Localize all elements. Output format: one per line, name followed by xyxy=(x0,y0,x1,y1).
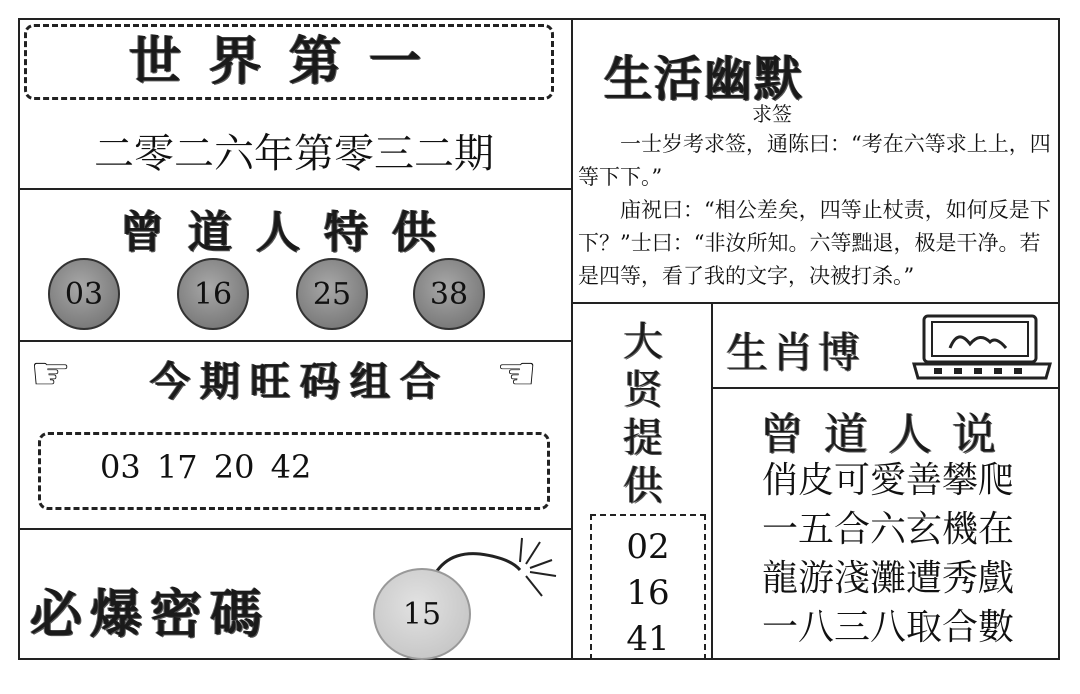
ball-number: 16 xyxy=(193,276,233,312)
page-title: 世界第一 xyxy=(128,32,449,92)
issue-number: 二零二六年第零三二期 xyxy=(94,131,494,177)
combo-numbers: 03 17 20 42 xyxy=(100,448,312,486)
humor-heading: 生活幽默 xyxy=(604,51,805,107)
daxian-number: 16 xyxy=(626,573,670,613)
zeng-says-heading: 曾道人说 xyxy=(760,409,1016,460)
issue-divider xyxy=(18,188,573,190)
zodiac-divider xyxy=(711,387,1060,389)
humor-paragraph: 庙祝曰：“相公差矣，四等止杖责，如何反是下下？”士曰：“非汝所知。六等黜退，极是干净。若是四等，看了我的文字，决被打杀。” xyxy=(578,198,1051,288)
computer-icon xyxy=(910,314,1054,380)
daxian-heading-char: 贤 xyxy=(623,367,663,413)
bomb-number: 15 xyxy=(402,596,442,632)
zeng-says-lines xyxy=(718,456,1058,652)
humor-divider xyxy=(571,302,1060,304)
special-ball-4 xyxy=(413,258,485,330)
daxian-number: 02 xyxy=(626,527,670,567)
special-ball-1 xyxy=(48,258,120,330)
humor-text xyxy=(578,128,1054,293)
left-right-divider xyxy=(571,18,573,660)
zodiac-heading: 生肖博 xyxy=(726,328,865,377)
ball-number: 03 xyxy=(64,276,104,312)
daxian-heading-char: 供 xyxy=(623,463,663,509)
special-divider xyxy=(18,340,573,342)
special-ball-3 xyxy=(296,258,368,330)
daxian-divider xyxy=(711,302,713,660)
humor-subtitle: 求签 xyxy=(752,102,792,126)
daxian-heading-char: 提 xyxy=(623,415,663,461)
verse-line: 龍游淺灘遭秀戲 xyxy=(761,558,1014,599)
zeng-special-heading: 曾道人特供 xyxy=(120,207,460,258)
humor-paragraph: 一士岁考求签，通陈曰：“考在六等求上上，四等下下。” xyxy=(578,132,1051,189)
daxian-heading-char: 大 xyxy=(623,319,663,365)
combo-heading: 今期旺码组合 xyxy=(150,359,450,405)
verse-line: 一五合六玄機在 xyxy=(761,509,1014,550)
verse-line: 一八三八取合數 xyxy=(761,607,1014,648)
daxian-number: 41 xyxy=(626,619,670,659)
daxian-numbers xyxy=(590,524,706,662)
pointing-hand-right-icon: ☜ xyxy=(496,346,538,400)
pointing-hand-left-icon: ☞ xyxy=(30,346,72,400)
ball-number: 25 xyxy=(312,276,352,312)
daxian-heading xyxy=(576,318,710,510)
bomb-ball xyxy=(373,568,471,660)
bomb-heading: 必爆密碼 xyxy=(30,585,271,645)
verse-line: 俏皮可愛善攀爬 xyxy=(761,460,1014,501)
ball-number: 38 xyxy=(429,276,469,312)
special-ball-2 xyxy=(177,258,249,330)
